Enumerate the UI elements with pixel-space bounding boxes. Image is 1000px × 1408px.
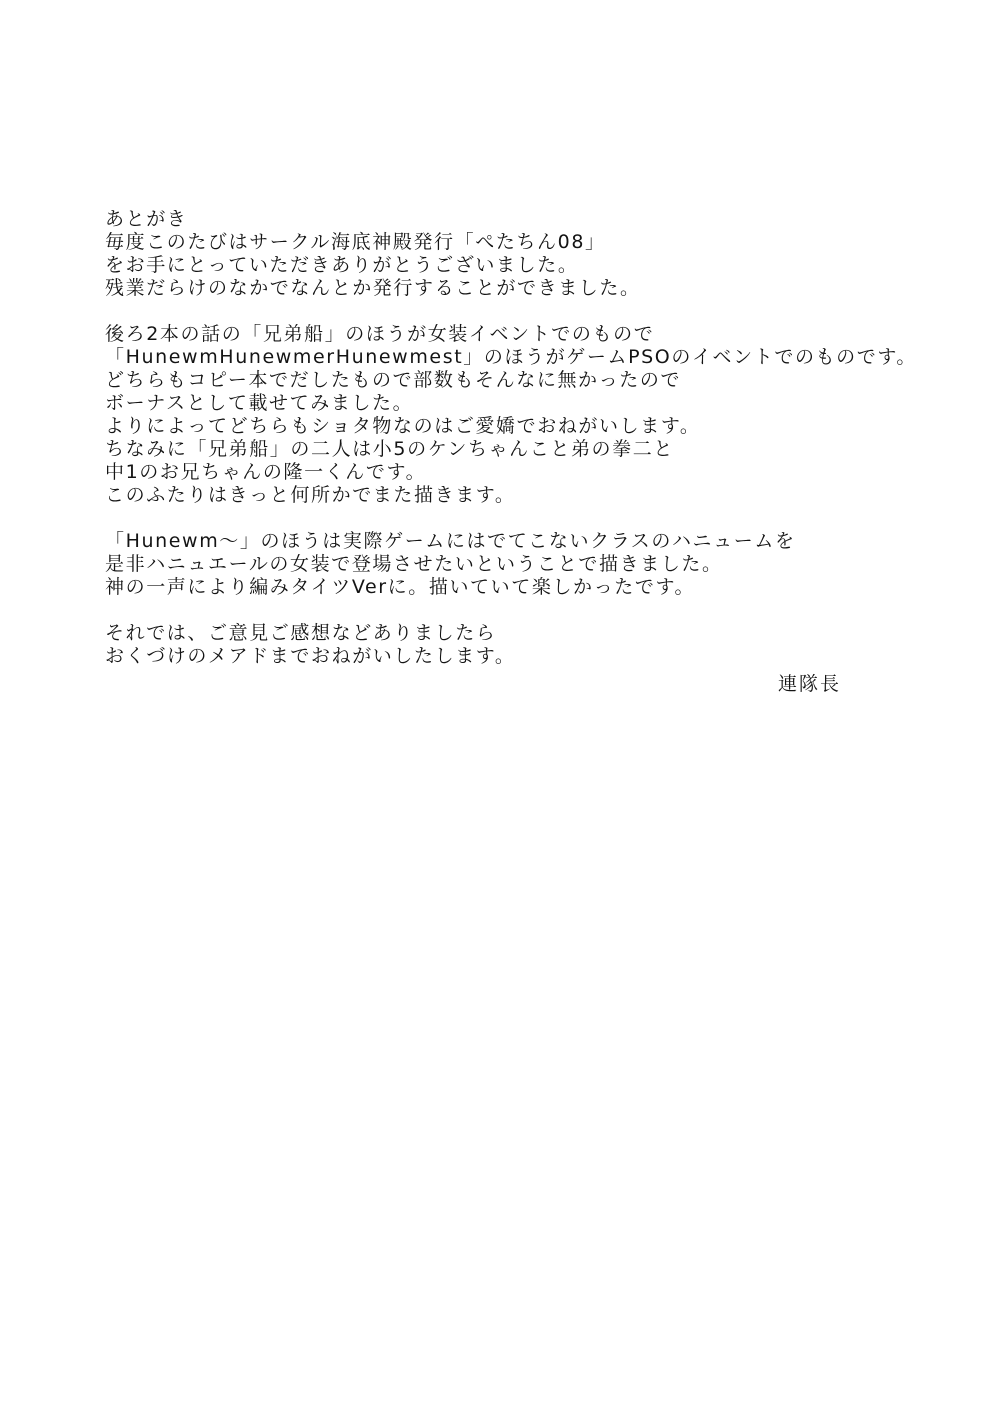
paragraph-gap (105, 300, 975, 323)
text-line: 中1のお兄ちゃんの隆一くんです。 (105, 461, 427, 483)
text-line: 毎度このたびはサークル海底神殿発行「ぺたちん08」 (105, 231, 606, 253)
text-line: 是非ハニュエールの女装で登場させたいということで描きました。 (105, 553, 723, 575)
text-line: をお手にとっていただきありがとうございました。 (105, 254, 579, 276)
paragraph-gap (105, 507, 975, 530)
paragraph-gap (105, 599, 975, 622)
afterword-heading: あとがき (105, 208, 188, 230)
text-line: このふたりはきっと何所かでまた描きます。 (105, 484, 516, 506)
author-signature: 連隊長 (778, 673, 842, 695)
text-line: おくづけのメアドまでおねがいしたします。 (105, 645, 516, 667)
text-line: よりによってどちらもショタ物なのはご愛嬌でおねがいします。 (105, 415, 701, 437)
text-line: 「HunewmHunewmerHunewmest」のほうがゲームPSOのイベントでのものです。 (105, 346, 918, 368)
text-line: 「Hunewm～」のほうは実際ゲームにはでてこないクラスのハニュームを (105, 530, 796, 552)
text-line: 神の一声により編みタイツVerに。描いていて楽しかったです。 (105, 576, 696, 598)
text-line: それでは、ご意見ご感想などありましたら (105, 622, 497, 644)
text-line: ボーナスとして載せてみました。 (105, 392, 414, 414)
text-line: 残業だらけのなかでなんとか発行することができました。 (105, 277, 641, 299)
text-line: どちらもコピー本でだしたもので部数もそんなに無かったので (105, 369, 682, 391)
text-line: ちなみに「兄弟船」の二人は小5のケンちゃんこと弟の拳二と (105, 438, 674, 460)
afterword-text (105, 208, 975, 668)
text-line: 後ろ2本の話の「兄弟船」のほうが女装イベントでのもので (105, 323, 655, 345)
